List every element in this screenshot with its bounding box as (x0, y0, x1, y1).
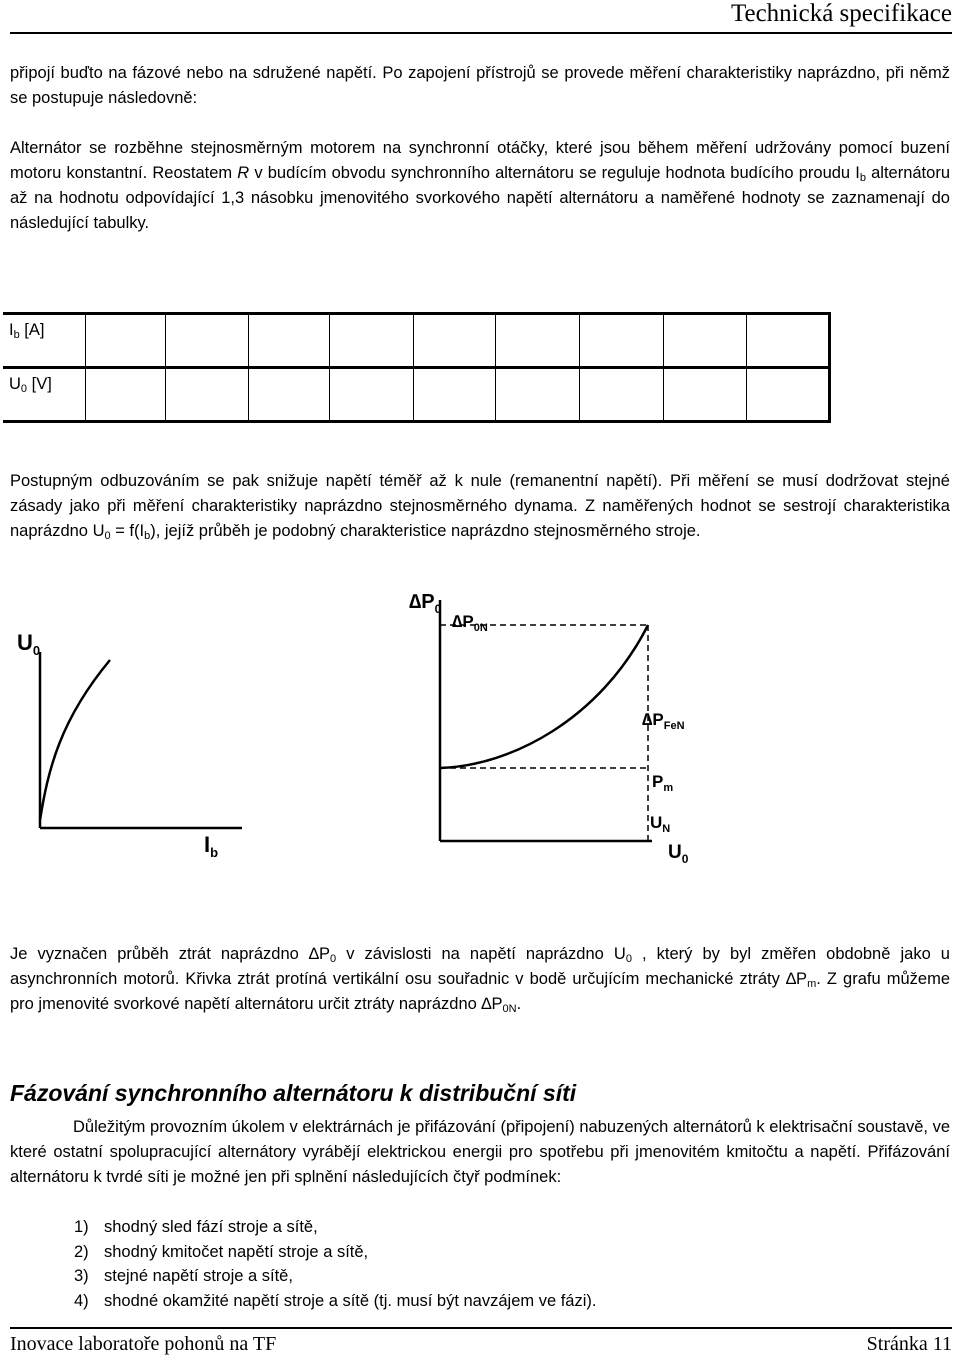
no-load-characteristic-graph (0, 620, 250, 870)
text-span: , který by byl změřen obdobně jako u asynchronních motorů. Křivka ztrát protíná vertikální osu souřadnic v bodě určujícím mechanické ztráty (10, 945, 950, 988)
section-heading: Fázování synchronního alternátoru k distribuční síti (10, 1080, 577, 1106)
paragraph-characteristic (10, 469, 950, 544)
y-axis-label: $\Delta P_0$ (409, 591, 442, 616)
text-span: = f(I (110, 522, 145, 540)
subscript: m (807, 978, 817, 990)
characteristic-curve (40, 660, 110, 820)
text-span: P (319, 945, 331, 963)
list-number: 1) (74, 1218, 89, 1236)
conditions-list (74, 1215, 596, 1313)
paragraph-intro (10, 61, 950, 111)
list-text: shodné okamžité napětí stroje a sítě (tj. musí být navzájem ve fázi). (104, 1291, 597, 1310)
table-cell[interactable] (496, 314, 580, 368)
x-axis-label: $U_0$ (668, 842, 689, 866)
list-number: 2) (74, 1242, 89, 1261)
list-text: shodný kmitočet napětí stroje a sítě, (104, 1242, 369, 1261)
unit-text: [V] (27, 375, 52, 393)
page-header (10, 0, 952, 34)
subscript: b (13, 329, 20, 341)
list-number: 3) (74, 1267, 89, 1285)
text-span: . (516, 995, 522, 1013)
text-span: Důležitým provozním úkolem v elektrárnách je přifázování (připojení) nabuzených alternátorů k elektrisační soustavě, ve které ostatní spolupracující alternátory vyrábějí elektrickou energii pro spotřebu při jmenovitém kmitočtu a napětí. Přifázování alternátoru k tvrdé síti je možné jen při splnění následujících čtyř podmínek: (10, 1118, 950, 1186)
header-title: Technická specifikace (730, 0, 952, 27)
no-load-losses-graph (400, 580, 700, 870)
text-span: Je vyznačen průběh ztrát naprázdno (10, 945, 309, 963)
table-row-current (3, 314, 830, 368)
table-cell[interactable] (165, 368, 248, 422)
subscript: 0 (104, 530, 111, 542)
table-cell[interactable] (747, 314, 830, 368)
table-cell[interactable] (413, 368, 496, 422)
label-text: U (9, 375, 21, 393)
page-footer (10, 1327, 952, 1355)
losses-curve (440, 625, 648, 768)
text-span: alternátoru až na hodnotu odpovídající 1,3 násobku jmenovitého svorkového napětí alternátoru a naměřené hodnoty se zaznamenají do následující tabulky. (10, 164, 950, 232)
subscript: 0 (20, 383, 28, 395)
table-cell[interactable] (86, 368, 166, 422)
pm-label: $P_m$ (652, 772, 674, 794)
table-row-voltage (3, 368, 830, 422)
row-label-voltage (3, 368, 86, 422)
table-cell[interactable] (86, 314, 166, 368)
list-item (74, 1289, 596, 1314)
delta-symbol: ∆ (481, 995, 492, 1013)
table-cell[interactable] (747, 368, 830, 422)
delta-symbol: ∆ (308, 945, 319, 963)
text-span: P (491, 995, 503, 1013)
unit-text: [A] (19, 321, 45, 339)
p0n-label: $\Delta P_{0N}$ (452, 612, 488, 634)
text-span: Postupným odbuzováním se pak snižuje napětí téměř až k nule (remanentní napětí). Při měření se musí dodržovat stejné zásady jako při měření charakteristiky naprázdno stejnosměrného dynama. Z naměřených hodnot se sestrojí charakteristika naprázdno U (10, 472, 950, 540)
row-label-current (3, 314, 86, 368)
un-label: $U_N$ (650, 813, 671, 835)
table-cell[interactable] (330, 314, 414, 368)
table-cell[interactable] (580, 368, 664, 422)
table-cell[interactable] (580, 314, 664, 368)
table-cell[interactable] (663, 368, 747, 422)
paragraph-synchronization (10, 1115, 950, 1190)
subscript: b (144, 530, 151, 542)
list-text: shodný sled fází stroje a sítě, (104, 1218, 318, 1236)
text-span: Alternátor se rozběhne stejnosměrným motorem na synchronní otáčky, které jsou během měření udržovány pomocí buzení motoru konstantní. Reostatem (10, 139, 950, 182)
list-item (74, 1215, 596, 1240)
list-text: stejné napětí stroje a sítě, (104, 1267, 293, 1285)
subscript: 0 (330, 953, 337, 965)
table-cell[interactable] (330, 368, 414, 422)
text-span: . Z grafu můžeme pro jmenovité svorkové napětí alternátoru určit ztráty naprázdno (10, 970, 950, 1013)
x-axis-label: $I_b$ (204, 832, 219, 860)
paragraph-losses (10, 942, 950, 1017)
y-axis-label: $U_0$ (17, 630, 41, 658)
text-span: ), jejíž průběh je podobný charakteristice naprázdno stejnosměrného stroje. (150, 522, 701, 540)
table-cell[interactable] (165, 314, 248, 368)
table-cell[interactable] (248, 314, 330, 368)
paragraph-intro-text: připojí buďto na fázové nebo na sdružené napětí. Po zapojení přístrojů se provede měření charakteristiky naprázdno, při němž se postupuje následovně: (10, 64, 950, 107)
resistor-symbol: R (237, 164, 250, 182)
table-cell[interactable] (663, 314, 747, 368)
subscript: 0N (502, 1003, 517, 1015)
list-item (74, 1240, 596, 1265)
text-span: v závislosti na napětí naprázdno U (336, 945, 626, 963)
footer-left: Inovace laboratoře pohonů na TF (10, 1333, 277, 1355)
table-cell[interactable] (248, 368, 330, 422)
text-span: P (796, 970, 808, 988)
list-number: 4) (74, 1291, 89, 1310)
page-number: Stránka 11 (866, 1333, 952, 1355)
label-text: I (9, 321, 14, 339)
text-span: v budícím obvodu synchronního alternátoru se reguluje hodnota budícího proudu I (249, 164, 860, 182)
table-cell[interactable] (496, 368, 580, 422)
measurement-table (3, 312, 831, 423)
subscript: 0 (625, 953, 632, 965)
table-cell[interactable] (413, 314, 496, 368)
list-item (74, 1264, 596, 1289)
pfen-label: $\Delta P_{FeN}$ (642, 710, 685, 732)
delta-symbol: ∆ (785, 970, 797, 988)
paragraph-procedure (10, 136, 950, 236)
subscript: b (859, 172, 866, 184)
